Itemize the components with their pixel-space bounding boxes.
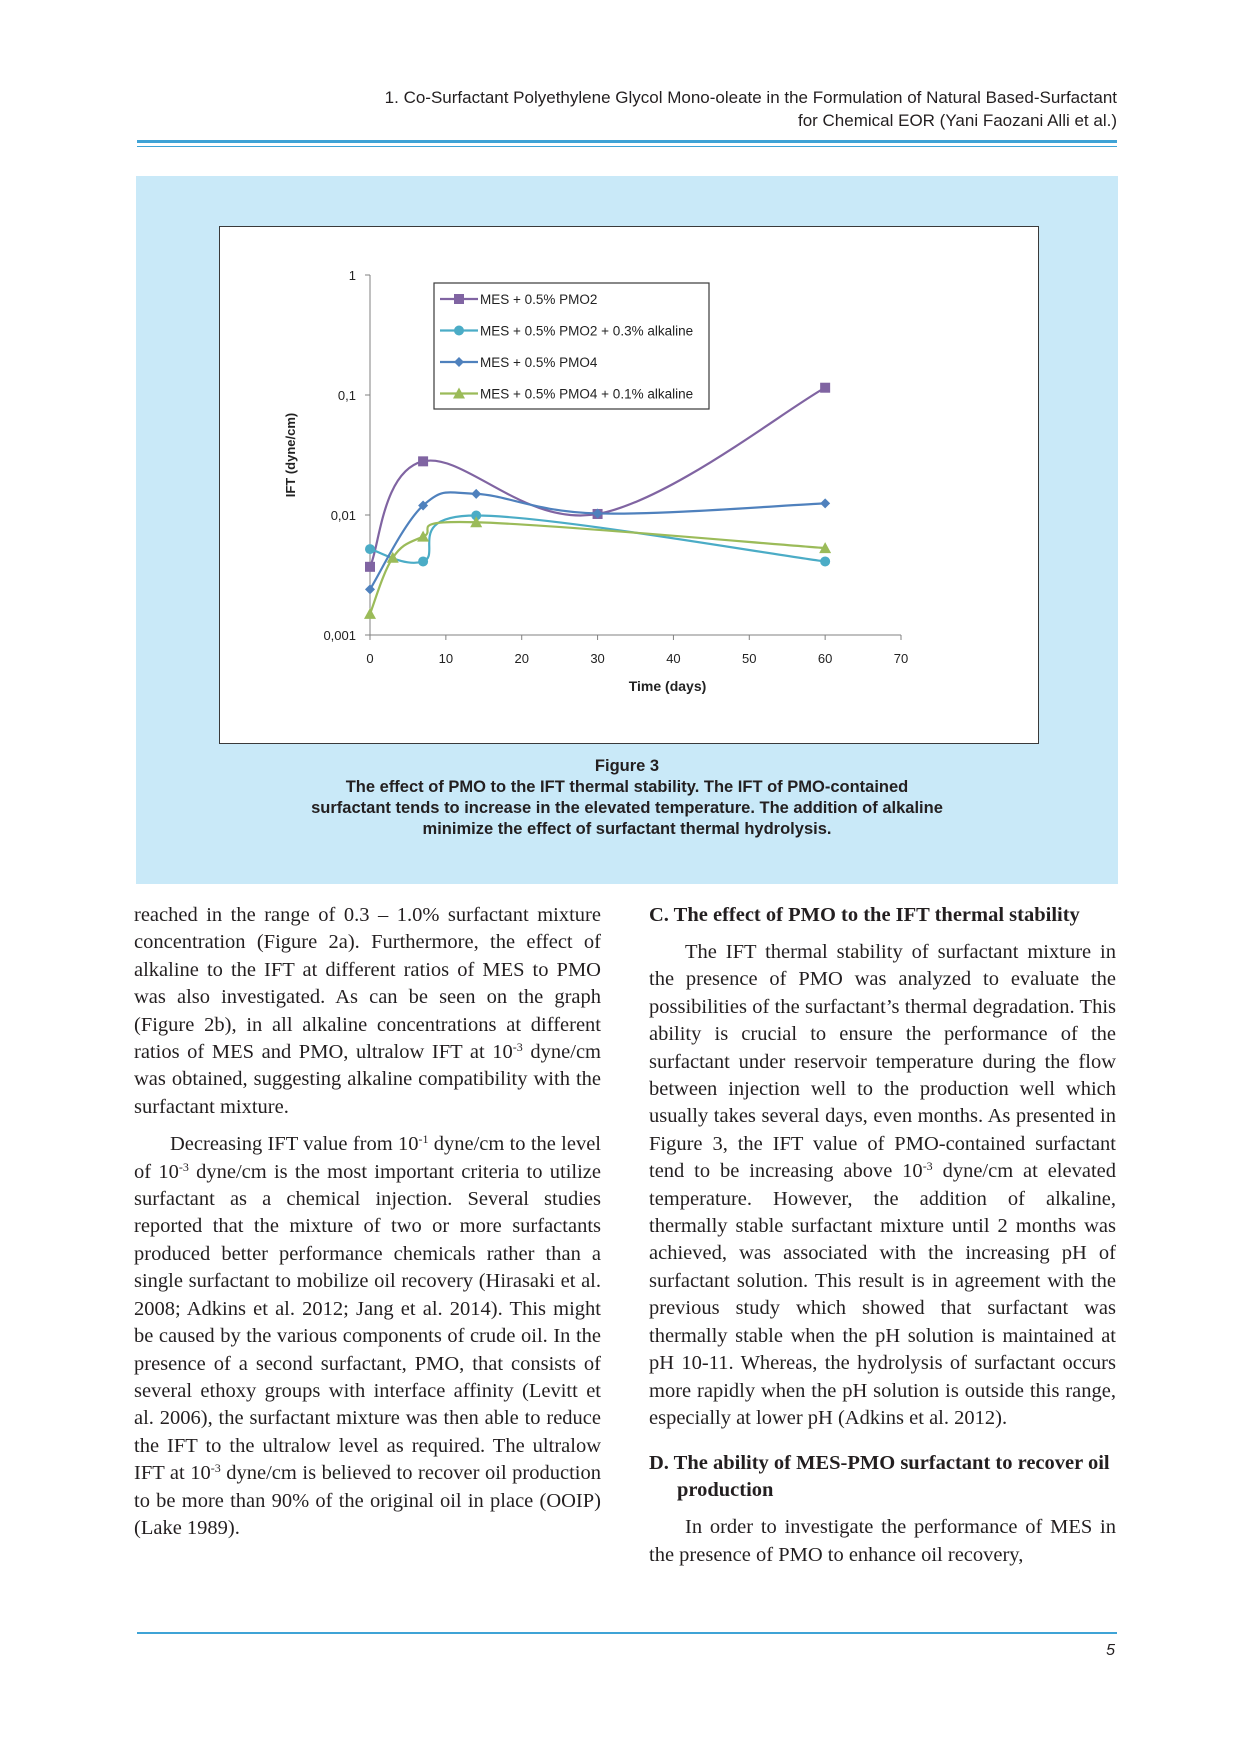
series-line-4	[370, 522, 825, 614]
x-tick-label: 50	[742, 651, 757, 666]
left-paragraph-1: reached in the range of 0.3 – 1.0% surfactant mixture concentration (Figure 2a). Furthermore, the effect of alkaline to the IFT at different ratios of MES to PMO was also investigated. As can be seen on the graph (Figure 2b), in all alkaline concentrations at different ratios of MES and PMO, ultralow IFT at $10^{-3}$ dyne/cm was obtained, suggesting alkaline compatibility with the surfactant mixture.	[134, 904, 601, 1118]
caption-line-1: The effect of PMO to the IFT thermal stability. The IFT of PMO-contained	[345, 778, 909, 796]
y-axis-label: IFT (dyne/cm)	[283, 412, 298, 498]
right-paragraph-2: In order to investigate the performance of MES in the presence of PMO to enhance oil recovery,	[649, 1516, 1116, 1566]
series-3-point	[365, 584, 375, 594]
figure-panel	[136, 176, 1118, 884]
legend-swatch-marker-2	[454, 326, 464, 336]
series-2-point	[418, 556, 428, 566]
series-2-point	[820, 556, 830, 566]
series-3-point	[471, 489, 481, 499]
series-3-point	[820, 498, 830, 508]
running-header-line1: 1. Co-Surfactant Polyethylene Glycol Mono-oleate in the Formulation of Natural Based-Surfactant	[384, 88, 1117, 107]
left-paragraph-2: Decreasing IFT value from $10^{-1}$ dyne/cm to the level of $10^{-3}$ dyne/cm is the most important criteria to utilize surfactant as a chemical injection. Several studies reported that the mixture of two or more surfactants produced better performance chemicals rather than a single surfactant to mobilize oil recovery (Hirasaki et al. 2008; Adkins et al. 2012; Jang et al. 2014). This might be caused by the various components of crude oil. In the presence of a second surfactant, PMO, that consists of several ethoxy groups with interface affinity (Levitt et al. 2006), the surfactant mixture was then able to reduce the IFT to the ultralow level as required. The ultralow IFT at $10^{-3}$ dyne/cm is believed to recover oil production to be more than 90% of the original oil in place (OOIP) (Lake 1989).	[134, 1132, 601, 1539]
header-rule	[137, 140, 1117, 143]
caption-line-2: surfactant tends to increase in the elevated temperature. The addition of alkaline	[311, 799, 943, 817]
series-2-point	[365, 544, 375, 554]
header-rule-thin	[137, 146, 1117, 147]
x-tick-label: 20	[514, 651, 529, 666]
right-column	[649, 902, 1116, 1569]
y-tick-label: 0,001	[323, 628, 356, 643]
legend-swatch-marker-1	[454, 294, 464, 304]
page-number: 5	[1106, 1642, 1115, 1659]
y-tick-label: 0,1	[337, 388, 356, 403]
chart-frame	[219, 226, 1039, 744]
x-tick-label: 60	[817, 651, 833, 666]
x-axis-label: Time (days)	[628, 678, 707, 694]
y-tick-label: 1	[348, 268, 356, 283]
legend-entry-2: MES + 0.5% PMO2 + 0.3% alkaline	[480, 323, 694, 339]
running-header	[217, 86, 1117, 132]
section-d-heading: D. The ability of MES-PMO surfactant to recover oil production	[649, 1452, 1110, 1502]
y-tick-label: 0,01	[330, 508, 356, 523]
ift-line-chart	[220, 227, 1038, 743]
section-c-heading: C. The effect of PMO to the IFT thermal stability	[649, 904, 1080, 926]
figure-label: Figure 3	[594, 757, 660, 775]
left-column	[134, 902, 601, 1542]
legend-entry-1: MES + 0.5% PMO2	[480, 292, 598, 307]
series-line-3	[370, 492, 825, 589]
series-1-point	[820, 383, 830, 393]
legend-entry-4: MES + 0.5% PMO4 + 0.1% alkaline	[480, 386, 694, 402]
x-tick-label: 40	[666, 651, 681, 666]
running-header-line2: for Chemical EOR (Yani Faozani Alli et al.)	[797, 111, 1117, 130]
right-paragraph-1: The IFT thermal stability of surfactant mixture in the presence of PMO was analyzed to evaluate the possibilities of the surfactant’s thermal degradation. This ability is crucial to ensure the performance of the surfactant under reservoir temperature during the flow between injection well to the production well which usually takes several days, even months. As presented in Figure 3, the IFT value of PMO-contained surfactant tend to be increasing above $10^{-3}$ dyne/cm at elevated temperature. However, the addition of alkaline, thermally stable surfactant mixture until 2 months was achieved, was associated with the increasing pH of surfactant solution. This result is in agreement with the previous study which showed that surfactant was thermally stable when the pH solution is maintained at pH 10-11. Whereas, the hydrolysis of surfactant occurs more rapidly when the pH solution is outside this range, especially at lower pH (Adkins et al. 2012).	[649, 941, 1116, 1429]
series-4-point	[364, 608, 376, 619]
x-tick-label: 10	[438, 651, 454, 666]
series-1-point	[418, 456, 428, 466]
series-line-1	[370, 388, 825, 567]
figure-caption	[136, 756, 1118, 840]
x-tick-label: 70	[893, 651, 909, 666]
series-1-point	[365, 562, 375, 572]
x-tick-label: 0	[366, 651, 374, 666]
caption-line-3: minimize the effect of surfactant thermal hydrolysis.	[422, 820, 832, 838]
footer-rule	[137, 1632, 1117, 1634]
legend-entry-3: MES + 0.5% PMO4	[480, 355, 598, 370]
x-tick-label: 30	[590, 651, 605, 666]
